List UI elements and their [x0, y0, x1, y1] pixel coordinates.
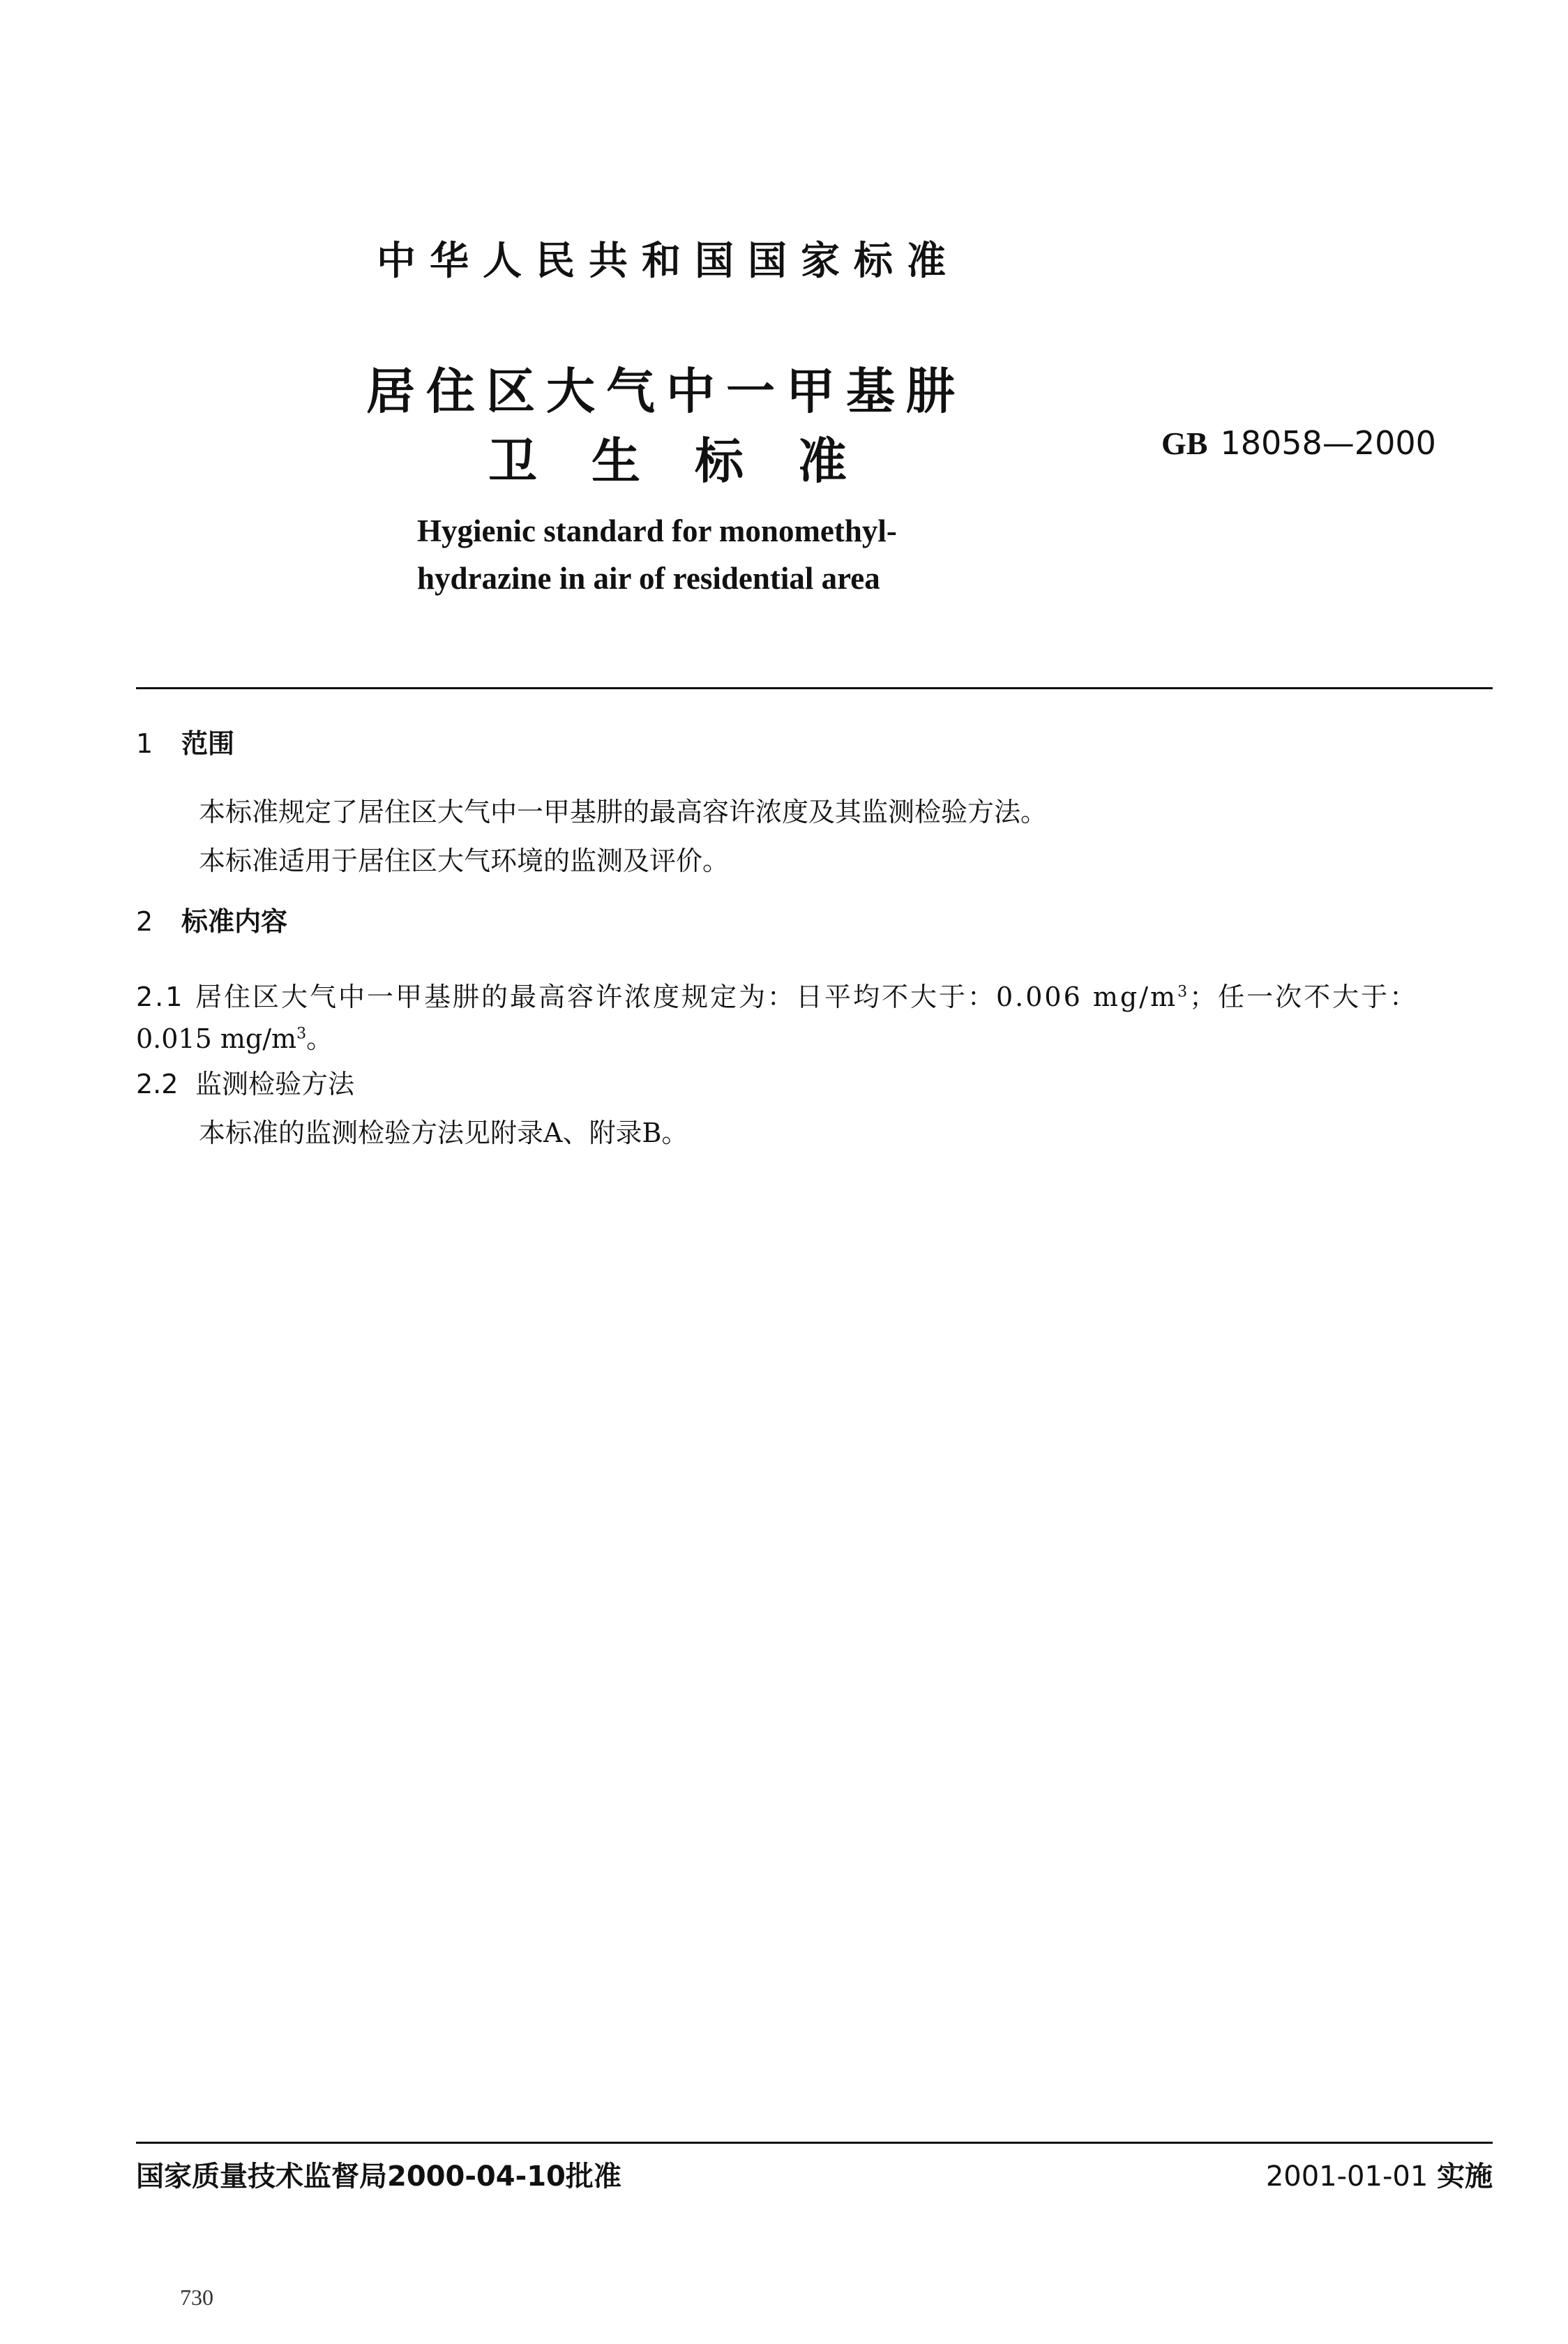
standard-prefix: GB	[1161, 426, 1208, 461]
effective-date: 2001-01-01	[1265, 2161, 1428, 2193]
clause-2-1-text-d: 。	[306, 1023, 333, 1054]
english-title-line-2: hydrazine in air of residential area	[417, 561, 880, 596]
clause-2-1-number: 2.1	[136, 982, 185, 1012]
title-line-2: 卫生标准	[488, 432, 901, 490]
clause-2-1-sup-2: 3	[296, 1025, 307, 1043]
clause-2-1-line-2	[136, 1017, 333, 1055]
section-1-heading	[136, 722, 234, 760]
clause-2-2-number: 2.2	[136, 1069, 179, 1099]
clause-2-2-title: 监测检验方法	[195, 1069, 355, 1099]
section-1-paragraph-2: 本标准适用于居住区大气环境的监测及评价。	[199, 846, 730, 876]
title-line-1: 居住区大气中一甲基肼	[366, 362, 966, 420]
english-title-line-1: Hygienic standard for monomethyl-	[417, 513, 897, 548]
section-1-title: 范围	[181, 728, 235, 759]
section-2-heading	[136, 900, 287, 938]
clause-2-2-paragraph: 本标准的监测检验方法见附录A、附录B。	[199, 1118, 688, 1148]
issuing-authority: 中华人民共和国国家标准	[377, 238, 960, 284]
section-2-title: 标准内容	[181, 906, 288, 937]
clause-2-1-text-b: ；任一次不大于：	[1189, 982, 1419, 1012]
standard-code	[1161, 424, 1436, 462]
clause-2-2-heading	[136, 1062, 354, 1101]
approval-statement: 国家质量技术监督局2000-04-10批准	[136, 2161, 621, 2193]
clause-2-1-sup-1: 3	[1177, 983, 1190, 1001]
effective-statement	[1266, 2154, 1493, 2194]
clause-2-1-text-a: 居住区大气中一甲基肼的最高容许浓度规定为：日平均不大于：0.006 mg/m	[195, 982, 1178, 1012]
section-1-number: 1	[136, 728, 153, 759]
clause-2-1-line-1	[136, 975, 1418, 1014]
footer-divider	[136, 2142, 1493, 2144]
header-divider	[136, 687, 1493, 689]
section-1-paragraph-1: 本标准规定了居住区大气中一甲基肼的最高容许浓度及其监测检验方法。	[199, 797, 1048, 827]
section-2-number: 2	[136, 906, 153, 937]
page-number: 730	[180, 2285, 213, 2310]
effective-label: 实施	[1437, 2161, 1493, 2193]
clause-2-1-text-c: 0.015 mg/m	[136, 1023, 297, 1054]
standard-number: 18058—2000	[1220, 424, 1436, 462]
